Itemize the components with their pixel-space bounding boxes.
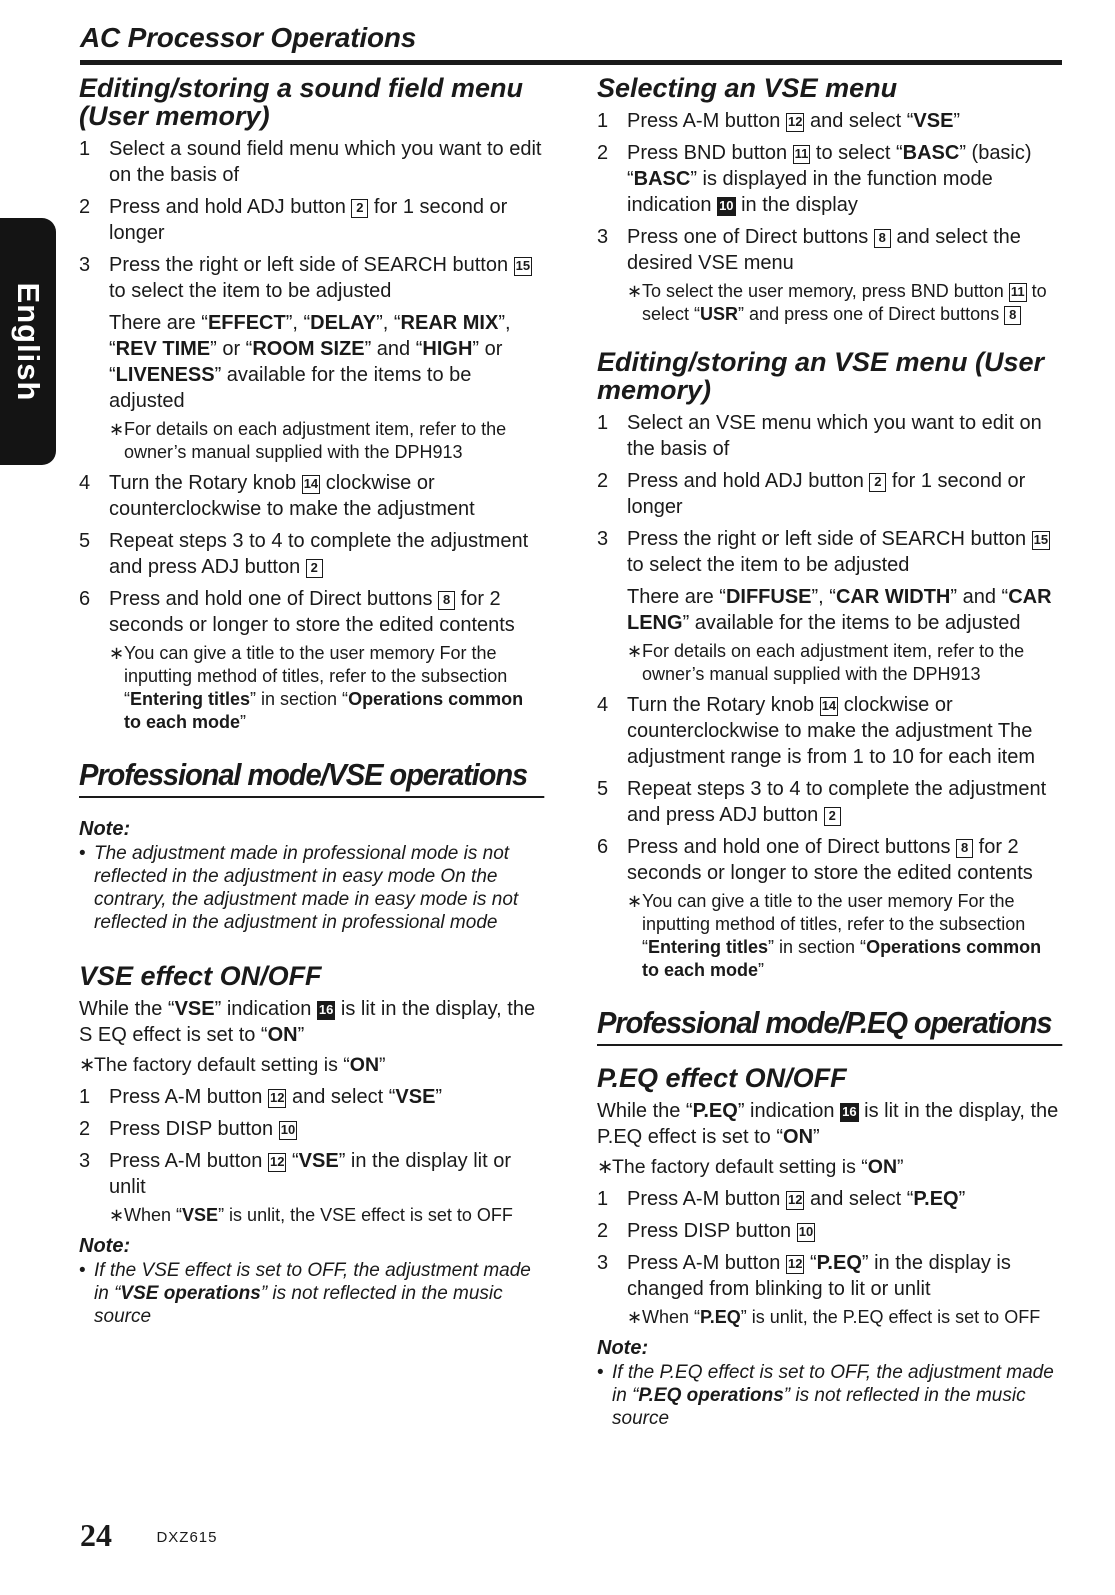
step-1: 1 Select an VSE menu which you want to edit on the basis of [597,412,1042,460]
rotary-knob-ref: 14 [820,697,838,716]
step-3: 3 Press A-M button 12 “P.EQ” in the display is changed from blinking to lit or unlit ∗ When “P.EQ” is unlit, the P.EQ effect is set to OFF [597,1250,1062,1329]
note-item: • If the P.EQ effect is set to OFF, the adjustment made in “P.EQ operations” is not reflected in the music source [597,1362,1054,1429]
right-column [597,74,1062,1440]
step-5: 5 Repeat steps 3 to 4 to complete the adjustment and press ADJ button 2 [597,778,1047,826]
direct-button-ref: 8 [438,591,455,610]
note-label: Note: [597,1337,649,1359]
step-1: 1 Press A-M button 12 and select “VSE” [79,1086,443,1108]
am-button-ref: 12 [268,1153,286,1172]
footnote: ∗ To select the user memory, press BND button 11 to select “USR” and press one of Direct buttons 8 [627,281,1047,324]
bnd-button-ref: 11 [1009,283,1027,302]
items-paragraph: There are “DIFFUSE”, “CAR WIDTH” and “CAR LENG” available for the items to be adjusted [627,586,1052,634]
disp-button-ref: 10 [797,1223,815,1242]
am-button-ref: 12 [268,1089,286,1108]
am-button-ref: 12 [786,113,804,132]
section-title-professional-vse: Professional mode/VSE operations [79,756,544,798]
factory-default-note: ∗ The factory default setting is “ON” [597,1156,904,1178]
section-title-edit-vse: Editing/storing an VSE menu (User memory) [597,347,1045,405]
section-title-edit-sound-field: Editing/storing a sound field menu (User memory) [79,73,523,131]
step-1: 1 Select a sound field menu which you want to edit on the basis of [79,138,542,186]
footnote: ∗ When “P.EQ” is unlit, the P.EQ effect is set to OFF [627,1307,1041,1327]
step-2: 2 Press and hold ADJ button 2 for 1 second or longer [79,196,508,244]
adj-button-ref: 2 [306,559,323,578]
step-3: 3 Press the right or left side of SEARCH button 15 to select the item to be adjusted There are “EFFECT”, “DELAY”, “REAR MIX”, “REV TIME” or “ROOM SIZE” and “HIGH” or “LIVENESS” available for the items to be adjusted ∗ For details on each adjustment item, refer to the owner’s manual supplied with the DPH913 [79,252,544,464]
am-button-ref: 12 [786,1191,804,1210]
page-title: AC Processor Operations [80,22,417,53]
function-indicator-ref: 10 [717,197,735,216]
footnote: ∗ For details on each adjustment item, refer to the owner’s manual supplied with the DPH913 [109,419,507,462]
footnote: ∗ You can give a title to the user memory For the inputting method of titles, refer to the subsection “Entering titles” in section “Operations common to each mode” [109,643,524,732]
vse-indicator-ref: 16 [317,1001,335,1020]
section-title-peq-effect: P.EQ effect ON/OFF [597,1063,847,1093]
step-6: 6 Press and hold one of Direct buttons 8 for 2 seconds or longer to store the edited contents ∗ You can give a title to the user memory For the inputting method of titles, refer to the subsection “Entering titles” in section “Operations common to each mode” [79,586,544,734]
section-title-professional-peq: Professional mode/P.EQ operations [597,1004,1062,1046]
bnd-button-ref: 11 [793,145,811,164]
footnote: ∗ You can give a title to the user memory For the inputting method of titles, refer to the subsection “Entering titles” in section “Operations common to each mode” [627,891,1042,980]
language-tab [0,218,56,465]
note-item: • If the VSE effect is set to OFF, the adjustment made in “VSE operations” is not reflected in the music source [79,1260,531,1327]
factory-default-note: ∗ The factory default setting is “ON” [79,1054,386,1076]
footnote: ∗ When “VSE” is unlit, the VSE effect is set to OFF [109,1205,513,1225]
step-3: 3 Press one of Direct buttons 8 and select the desired VSE menu ∗ To select the user memory, press BND button 11 to select “USR” and press one of Direct buttons 8 [597,224,1062,326]
step-4: 4 Turn the Rotary knob 14 clockwise or counterclockwise to make the adjustment The adjustment range is from 1 to 10 for each item [597,694,1035,768]
page-footer [80,1515,217,1555]
step-3: 3 Press the right or left side of SEARCH button 15 to select the item to be adjusted There are “DIFFUSE”, “CAR WIDTH” and “CAR LENG” available for the items to be adjusted ∗ For details on each adjustment item, refer to the owner’s manual supplied with the DPH913 [597,526,1062,686]
step-3: 3 Press A-M button 12 “VSE” in the display lit or unlit ∗ When “VSE” is unlit, the VSE effect is set to OFF [79,1148,544,1227]
section-title-selecting-vse: Selecting an VSE menu [597,73,898,103]
step-1: 1 Press A-M button 12 and select “VSE” [597,110,961,132]
page-number: 24 [80,1517,112,1553]
direct-button-ref: 8 [956,839,973,858]
adj-button-ref: 2 [869,473,886,492]
search-button-ref: 15 [514,257,532,276]
am-button-ref: 12 [786,1255,804,1274]
adj-button-ref: 2 [824,807,841,826]
step-2: 2 Press DISP button 10 [79,1118,296,1140]
peq-effect-paragraph: While the “P.EQ” indication 16 is lit in the display, the P.EQ effect is set to “ON” [597,1100,1059,1148]
note-item: • The adjustment made in professional mode is not reflected in the adjustment in easy mode On the contrary, the adjustment made in easy mode is not reflected in the adjustment in professional mode [79,843,519,933]
step-4: 4 Turn the Rotary knob 14 clockwise or counterclockwise to make the adjustment [79,472,475,520]
step-1: 1 Press A-M button 12 and select “P.EQ” [597,1188,966,1210]
model-number: DXZ615 [156,1529,218,1546]
page-header [80,20,1062,65]
adj-button-ref: 2 [351,199,368,218]
rotary-knob-ref: 14 [302,475,320,494]
peq-indicator-ref: 16 [840,1103,858,1122]
direct-button-ref: 8 [1004,306,1021,325]
disp-button-ref: 10 [279,1121,297,1140]
items-paragraph: There are “EFFECT”, “DELAY”, “REAR MIX”, “REV TIME” or “ROOM SIZE” and “HIGH” or “LIVENESS” available for the items to be adjusted [109,312,511,412]
step-6: 6 Press and hold one of Direct buttons 8 for 2 seconds or longer to store the edited contents ∗ You can give a title to the user memory For the inputting method of titles, refer to the subsection “Entering titles” in section “Operations common to each mode” [597,834,1062,982]
left-column [79,74,544,1338]
step-2: 2 Press BND button 11 to select “BASC” (basic) “BASC” is displayed in the function mode indication 10 in the display [597,142,1032,216]
language-tab-label: English [11,282,46,401]
direct-button-ref: 8 [874,229,891,248]
search-button-ref: 15 [1032,531,1050,550]
vse-effect-paragraph: While the “VSE” indication 16 is lit in the display, the S EQ effect is set to “ON” [79,998,536,1046]
step-2: 2 Press DISP button 10 [597,1220,814,1242]
section-title-vse-effect: VSE effect ON/OFF [79,961,322,991]
footnote: ∗ For details on each adjustment item, refer to the owner’s manual supplied with the DPH913 [627,641,1025,684]
step-2: 2 Press and hold ADJ button 2 for 1 second or longer [597,470,1026,518]
note-label: Note: [79,818,131,840]
step-5: 5 Repeat steps 3 to 4 to complete the adjustment and press ADJ button 2 [79,530,529,578]
note-label: Note: [79,1235,131,1257]
